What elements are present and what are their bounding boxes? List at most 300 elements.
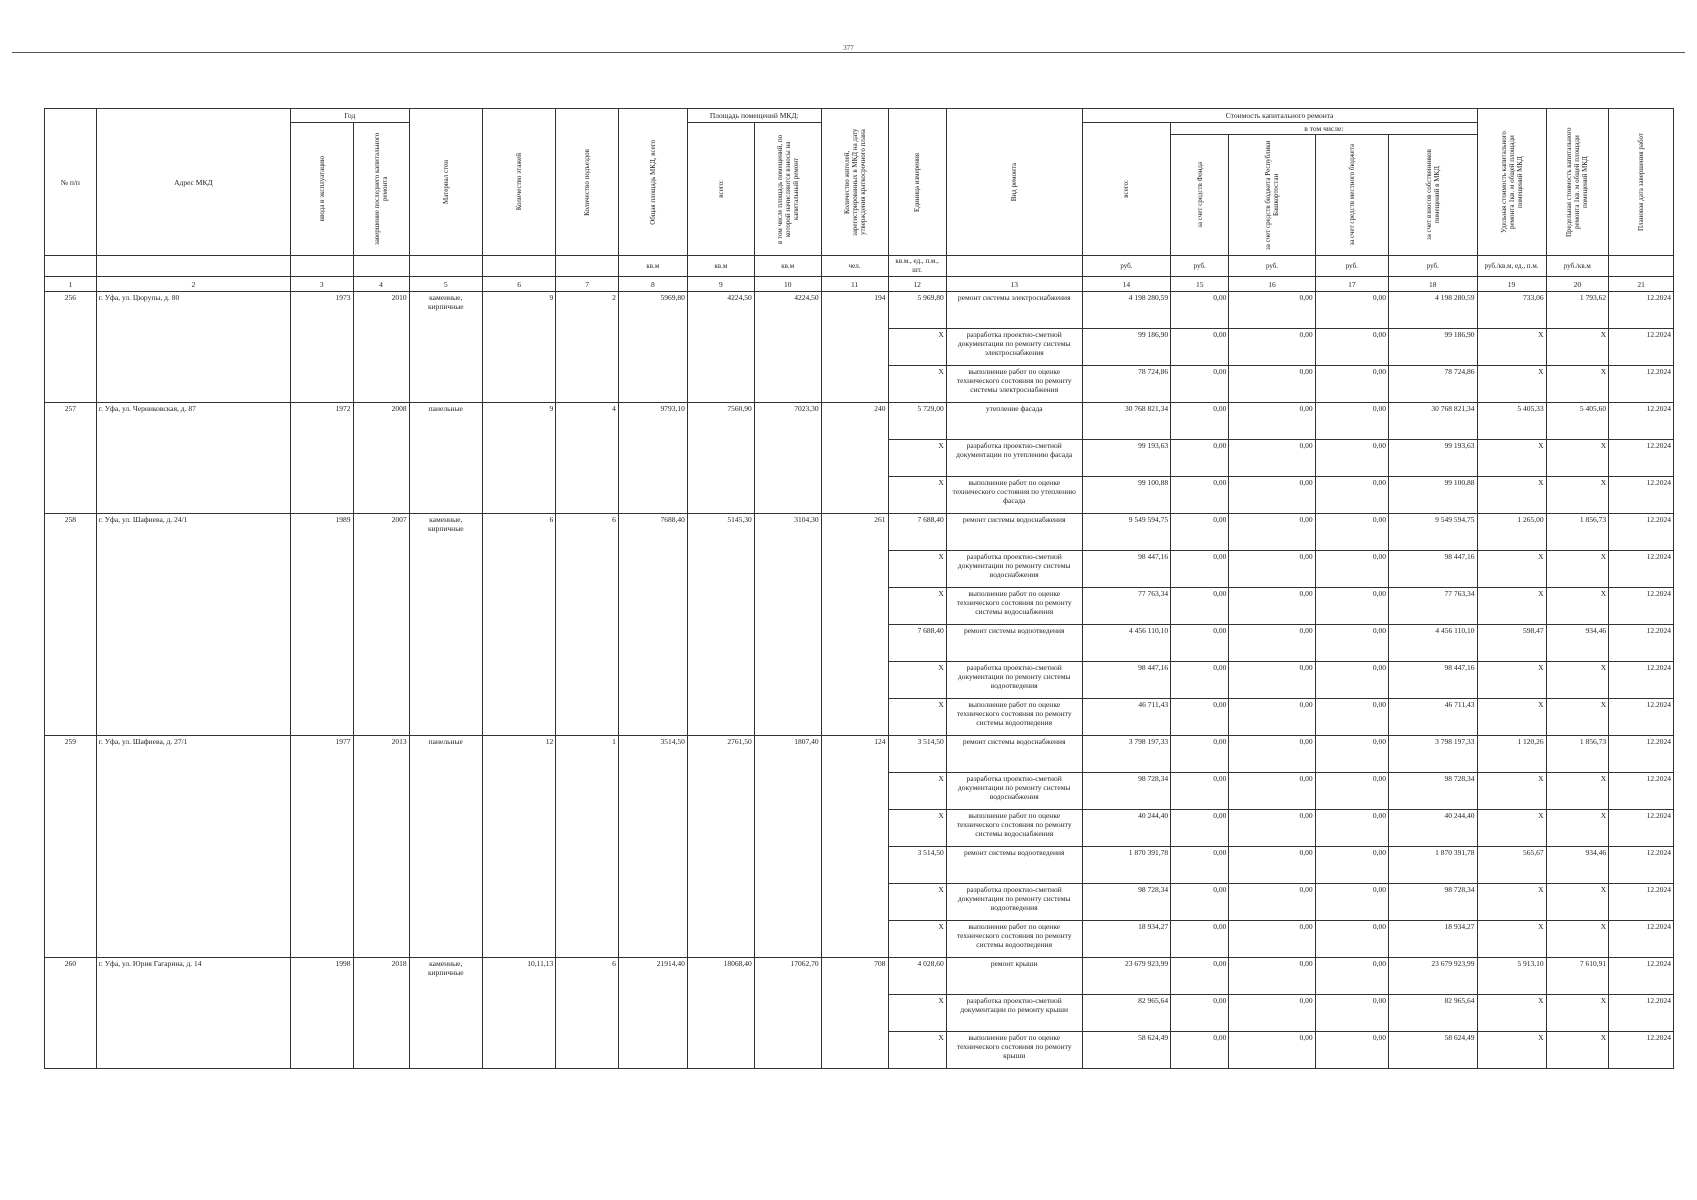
deadline-date: 12.2024 (1609, 1032, 1674, 1069)
cost-fund: 0,00 (1171, 588, 1229, 625)
cost-local-budget: 0,00 (1315, 773, 1388, 810)
cost-local-budget: 0,00 (1315, 699, 1388, 736)
specific-cost: X (1477, 773, 1546, 810)
wall-material: каменные, кирпичные (409, 292, 482, 403)
column-number: 13 (946, 277, 1082, 292)
cost-total: 77 763,34 (1082, 588, 1170, 625)
wall-material: каменные, кирпичные (409, 514, 482, 736)
deadline-date: 12.2024 (1609, 884, 1674, 921)
specific-cost: X (1477, 1032, 1546, 1069)
limit-cost: 934,46 (1546, 625, 1609, 662)
cost-owners: 30 768 821,34 (1389, 403, 1478, 440)
cost-owners: 23 679 923,99 (1389, 958, 1478, 995)
measure-value: X (888, 588, 946, 625)
header-cost: Стоимость капитального ремонта (1082, 109, 1477, 123)
residents-count: 261 (821, 514, 888, 736)
row-number: 260 (45, 958, 97, 1069)
measure-value: X (888, 884, 946, 921)
total-area: 3514,50 (618, 736, 687, 958)
deadline-date: 12.2024 (1609, 440, 1674, 477)
page-number: 377 (843, 44, 854, 52)
measure-value: X (888, 477, 946, 514)
house-address: г. Уфа, ул. Черниковская, д. 87 (96, 403, 290, 514)
cost-total: 82 965,64 (1082, 995, 1170, 1032)
cost-total: 99 100,88 (1082, 477, 1170, 514)
measure-value: X (888, 662, 946, 699)
cost-local-budget: 0,00 (1315, 958, 1388, 995)
specific-cost: X (1477, 810, 1546, 847)
table-row (45, 403, 1674, 440)
cost-local-budget: 0,00 (1315, 329, 1388, 366)
header-local-budget: за счет средств местного бюджета (1347, 144, 1356, 246)
unit-cell: кв.м (618, 256, 687, 277)
repair-type: разработка проектно-сметной документации по утеплению фасада (946, 440, 1082, 477)
cost-fund: 0,00 (1171, 921, 1229, 958)
year-last-repair: 2007 (353, 514, 409, 736)
header-rb-budget: за счет средств бюджета Республики Башкортостан (1264, 140, 1281, 250)
deadline-date: 12.2024 (1609, 810, 1674, 847)
repair-type: ремонт системы водоснабжения (946, 514, 1082, 551)
specific-cost: X (1477, 662, 1546, 699)
deadline-date: 12.2024 (1609, 477, 1674, 514)
cost-owners: 58 624,49 (1389, 1032, 1478, 1069)
cost-rb-budget: 0,00 (1229, 810, 1315, 847)
cost-total: 1 870 391,78 (1082, 847, 1170, 884)
limit-cost: 5 405,60 (1546, 403, 1609, 440)
cost-rb-budget: 0,00 (1229, 699, 1315, 736)
cost-owners: 82 965,64 (1389, 995, 1478, 1032)
unit-cell: руб. (1389, 256, 1478, 277)
unit-cell: руб. (1229, 256, 1315, 277)
column-number: 19 (1477, 277, 1546, 292)
cost-rb-budget: 0,00 (1229, 662, 1315, 699)
unit-cell: руб. (1082, 256, 1170, 277)
deadline-date: 12.2024 (1609, 588, 1674, 625)
cost-total: 30 768 821,34 (1082, 403, 1170, 440)
header-including: в том числе: (1171, 123, 1477, 135)
specific-cost: 598,47 (1477, 625, 1546, 662)
unit-cell: чел. (821, 256, 888, 277)
unit-cell: кв.м (687, 256, 754, 277)
column-number: 14 (1082, 277, 1170, 292)
specific-cost: X (1477, 995, 1546, 1032)
limit-cost: 1 856,73 (1546, 514, 1609, 551)
floors-count: 12 (482, 736, 555, 958)
repair-type: ремонт крыши (946, 958, 1082, 995)
measure-value: X (888, 810, 946, 847)
cost-local-budget: 0,00 (1315, 440, 1388, 477)
specific-cost: X (1477, 329, 1546, 366)
cost-rb-budget: 0,00 (1229, 773, 1315, 810)
cost-local-budget: 0,00 (1315, 995, 1388, 1032)
table-row (45, 736, 1674, 773)
repair-type: выполнение работ по оценке технического состояния по ремонту системы водоснабжения (946, 810, 1082, 847)
limit-cost: X (1546, 366, 1609, 403)
specific-cost: X (1477, 699, 1546, 736)
floors-count: 6 (482, 514, 555, 736)
header-deadline: Плановая дата завершения работ (1637, 132, 1646, 232)
header-entrances: Количество подъездов (583, 148, 592, 216)
limit-cost: X (1546, 477, 1609, 514)
unit-cell: руб./кв.м, ед., п.м. (1477, 256, 1546, 277)
limit-cost: X (1546, 884, 1609, 921)
cost-local-budget: 0,00 (1315, 736, 1388, 773)
header-limit-cost: Предельная стоимость капитального ремонта 1кв. м общей площади помещений МКД (1565, 127, 1590, 237)
cost-total: 78 724,86 (1082, 366, 1170, 403)
cost-rb-budget: 0,00 (1229, 329, 1315, 366)
specific-cost: 1 120,26 (1477, 736, 1546, 773)
cost-local-budget: 0,00 (1315, 514, 1388, 551)
cost-owners: 40 244,40 (1389, 810, 1478, 847)
limit-cost: 934,46 (1546, 847, 1609, 884)
repair-type: ремонт системы водоотведения (946, 625, 1082, 662)
cost-owners: 4 456 110,10 (1389, 625, 1478, 662)
specific-cost: 5 913,10 (1477, 958, 1546, 995)
cost-rb-budget: 0,00 (1229, 292, 1315, 329)
specific-cost: X (1477, 551, 1546, 588)
total-area: 5969,80 (618, 292, 687, 403)
cost-owners: 1 870 391,78 (1389, 847, 1478, 884)
unit-cell: руб. (1315, 256, 1388, 277)
measure-value: 3 514,50 (888, 736, 946, 773)
header-repair-type: Вид ремонта (1010, 162, 1019, 202)
header-year: Год (290, 109, 409, 123)
cost-local-budget: 0,00 (1315, 477, 1388, 514)
cost-fund: 0,00 (1171, 440, 1229, 477)
top-rule (12, 52, 1685, 53)
deadline-date: 12.2024 (1609, 736, 1674, 773)
repair-plan-table (44, 108, 1674, 1069)
cost-local-budget: 0,00 (1315, 921, 1388, 958)
cost-local-budget: 0,00 (1315, 847, 1388, 884)
column-number: 16 (1229, 277, 1315, 292)
repair-type: утепление фасада (946, 403, 1082, 440)
measure-value: X (888, 329, 946, 366)
deadline-date: 12.2024 (1609, 773, 1674, 810)
cost-fund: 0,00 (1171, 810, 1229, 847)
repair-type: разработка проектно-сметной документации по ремонту системы водоснабжения (946, 773, 1082, 810)
deadline-date: 12.2024 (1609, 403, 1674, 440)
cost-total: 4 198 280,59 (1082, 292, 1170, 329)
cost-fund: 0,00 (1171, 662, 1229, 699)
column-number: 15 (1171, 277, 1229, 292)
column-number: 6 (482, 277, 555, 292)
cost-fund: 0,00 (1171, 477, 1229, 514)
floors-count: 9 (482, 292, 555, 403)
cost-owners: 4 198 280,59 (1389, 292, 1478, 329)
header-premises-contrib: в том числе площадь помещений, по которой начисляются взносы на капитальный ремонт (775, 134, 800, 244)
column-number: 12 (888, 277, 946, 292)
cost-rb-budget: 0,00 (1229, 958, 1315, 995)
column-number: 5 (409, 277, 482, 292)
cost-local-budget: 0,00 (1315, 662, 1388, 699)
cost-local-budget: 0,00 (1315, 403, 1388, 440)
cost-total: 98 728,34 (1082, 773, 1170, 810)
repair-type: ремонт системы водоотведения (946, 847, 1082, 884)
house-address: г. Уфа, ул. Шафиева, д. 24/1 (96, 514, 290, 736)
cost-rb-budget: 0,00 (1229, 440, 1315, 477)
specific-cost: X (1477, 477, 1546, 514)
header-year-commission: ввода в эксплуатацию (317, 156, 326, 222)
premises-area-total: 18068,40 (687, 958, 754, 1069)
premises-area-contrib: 4224,50 (754, 292, 821, 403)
cost-total: 98 447,16 (1082, 662, 1170, 699)
specific-cost: X (1477, 366, 1546, 403)
year-commission: 1977 (290, 736, 353, 958)
cost-total: 23 679 923,99 (1082, 958, 1170, 995)
deadline-date: 12.2024 (1609, 958, 1674, 995)
deadline-date: 12.2024 (1609, 366, 1674, 403)
column-number: 3 (290, 277, 353, 292)
total-area: 21914,40 (618, 958, 687, 1069)
entrances-count: 4 (556, 403, 619, 514)
header-cost-total: всего: (1122, 180, 1131, 198)
cost-fund: 0,00 (1171, 1032, 1229, 1069)
premises-area-contrib: 17062,70 (754, 958, 821, 1069)
cost-fund: 0,00 (1171, 514, 1229, 551)
cost-rb-budget: 0,00 (1229, 884, 1315, 921)
cost-rb-budget: 0,00 (1229, 847, 1315, 884)
row-number: 258 (45, 514, 97, 736)
cost-total: 98 728,34 (1082, 884, 1170, 921)
measure-value: 7 688,40 (888, 625, 946, 662)
premises-area-contrib: 7023,30 (754, 403, 821, 514)
cost-total: 18 934,27 (1082, 921, 1170, 958)
header-owners: за счет взносов собственников помещений в МКД (1424, 149, 1441, 241)
cost-owners: 77 763,34 (1389, 588, 1478, 625)
entrances-count: 6 (556, 514, 619, 736)
cost-fund: 0,00 (1171, 329, 1229, 366)
cost-owners: 99 100,88 (1389, 477, 1478, 514)
specific-cost: 1 265,00 (1477, 514, 1546, 551)
cost-local-budget: 0,00 (1315, 366, 1388, 403)
limit-cost: 1 793,62 (1546, 292, 1609, 329)
specific-cost: 733,06 (1477, 292, 1546, 329)
measure-value: X (888, 1032, 946, 1069)
cost-local-budget: 0,00 (1315, 625, 1388, 662)
cost-local-budget: 0,00 (1315, 588, 1388, 625)
header-total-area: Общая площадь МКД, всего (648, 139, 657, 225)
column-number: 21 (1609, 277, 1674, 292)
year-commission: 1998 (290, 958, 353, 1069)
header-fund: за счет средств Фонда (1195, 162, 1204, 228)
repair-type: выполнение работ по оценке технического состояния по утеплению фасада (946, 477, 1082, 514)
row-number: 256 (45, 292, 97, 403)
cost-owners: 18 934,27 (1389, 921, 1478, 958)
column-number: 8 (618, 277, 687, 292)
unit-cell: руб. (1171, 256, 1229, 277)
cost-owners: 98 447,16 (1389, 551, 1478, 588)
cost-rb-budget: 0,00 (1229, 921, 1315, 958)
repair-type: выполнение работ по оценке технического состояния по ремонту системы электроснабжения (946, 366, 1082, 403)
year-commission: 1972 (290, 403, 353, 514)
cost-owners: 98 728,34 (1389, 884, 1478, 921)
wall-material: панельные (409, 403, 482, 514)
year-commission: 1989 (290, 514, 353, 736)
measure-value: X (888, 551, 946, 588)
entrances-count: 2 (556, 292, 619, 403)
cost-owners: 78 724,86 (1389, 366, 1478, 403)
column-number: 2 (96, 277, 290, 292)
repair-type: выполнение работ по оценке технического состояния по ремонту крыши (946, 1032, 1082, 1069)
premises-area-total: 4224,50 (687, 292, 754, 403)
cost-rb-budget: 0,00 (1229, 366, 1315, 403)
cost-total: 99 186,90 (1082, 329, 1170, 366)
measure-value: 3 514,50 (888, 847, 946, 884)
wall-material: каменные, кирпичные (409, 958, 482, 1069)
deadline-date: 12.2024 (1609, 551, 1674, 588)
unit-cell: кв.м (754, 256, 821, 277)
cost-total: 4 456 110,10 (1082, 625, 1170, 662)
limit-cost: X (1546, 995, 1609, 1032)
deadline-date: 12.2024 (1609, 847, 1674, 884)
column-number: 20 (1546, 277, 1609, 292)
repair-type: разработка проектно-сметной документации по ремонту системы водоотведения (946, 884, 1082, 921)
residents-count: 240 (821, 403, 888, 514)
cost-total: 40 244,40 (1082, 810, 1170, 847)
repair-type: ремонт системы водоснабжения (946, 736, 1082, 773)
limit-cost: X (1546, 773, 1609, 810)
measure-value: X (888, 699, 946, 736)
limit-cost: X (1546, 588, 1609, 625)
cost-fund: 0,00 (1171, 699, 1229, 736)
column-number: 17 (1315, 277, 1388, 292)
column-number: 7 (556, 277, 619, 292)
repair-type: разработка проектно-сметной документации по ремонту крыши (946, 995, 1082, 1032)
row-number: 259 (45, 736, 97, 958)
repair-type: выполнение работ по оценке технического состояния по ремонту системы водоотведения (946, 699, 1082, 736)
header-unit: Единица измерения (913, 152, 922, 212)
column-number: 10 (754, 277, 821, 292)
repair-type: выполнение работ по оценке технического состояния по ремонту системы водоснабжения (946, 588, 1082, 625)
cost-fund: 0,00 (1171, 847, 1229, 884)
cost-rb-budget: 0,00 (1229, 514, 1315, 551)
residents-count: 708 (821, 958, 888, 1069)
cost-owners: 99 193,63 (1389, 440, 1478, 477)
header-residents: Количество жителей, зарегистрированных в МКД на дату утверждения краткосрочного плана (842, 128, 867, 236)
cost-local-budget: 0,00 (1315, 884, 1388, 921)
house-address: г. Уфа, ул. Цюрупы, д. 80 (96, 292, 290, 403)
measure-value: X (888, 995, 946, 1032)
header-wall-material: Материал стен (441, 160, 450, 204)
year-last-repair: 2013 (353, 736, 409, 958)
year-commission: 1973 (290, 292, 353, 403)
table-body (45, 292, 1674, 1069)
repair-type: разработка проектно-сметной документации по ремонту системы водоотведения (946, 662, 1082, 699)
total-area: 9793,10 (618, 403, 687, 514)
premises-area-total: 5145,30 (687, 514, 754, 736)
column-number: 1 (45, 277, 97, 292)
table-row (45, 292, 1674, 329)
cost-owners: 46 711,43 (1389, 699, 1478, 736)
cost-owners: 99 186,90 (1389, 329, 1478, 366)
cost-local-budget: 0,00 (1315, 810, 1388, 847)
year-last-repair: 2018 (353, 958, 409, 1069)
cost-fund: 0,00 (1171, 366, 1229, 403)
cost-fund: 0,00 (1171, 292, 1229, 329)
limit-cost: X (1546, 551, 1609, 588)
premises-area-total: 7560,90 (687, 403, 754, 514)
year-last-repair: 2010 (353, 292, 409, 403)
limit-cost: X (1546, 329, 1609, 366)
cost-local-budget: 0,00 (1315, 292, 1388, 329)
entrances-count: 6 (556, 958, 619, 1069)
cost-total: 58 624,49 (1082, 1032, 1170, 1069)
premises-area-total: 2761,50 (687, 736, 754, 958)
deadline-date: 12.2024 (1609, 625, 1674, 662)
deadline-date: 12.2024 (1609, 921, 1674, 958)
header-address: Адрес МКД (96, 109, 290, 256)
column-number: 4 (353, 277, 409, 292)
cost-rb-budget: 0,00 (1229, 588, 1315, 625)
cost-rb-budget: 0,00 (1229, 995, 1315, 1032)
cost-rb-budget: 0,00 (1229, 477, 1315, 514)
cost-fund: 0,00 (1171, 995, 1229, 1032)
cost-total: 9 549 594,75 (1082, 514, 1170, 551)
entrances-count: 1 (556, 736, 619, 958)
limit-cost: 1 856,73 (1546, 736, 1609, 773)
premises-area-contrib: 1807,40 (754, 736, 821, 958)
cost-total: 46 711,43 (1082, 699, 1170, 736)
cost-owners: 9 549 594,75 (1389, 514, 1478, 551)
header-num: № п/п (45, 109, 97, 256)
specific-cost: 5 405,33 (1477, 403, 1546, 440)
cost-total: 98 447,16 (1082, 551, 1170, 588)
house-address: г. Уфа, ул. Юрия Гагарина, д. 14 (96, 958, 290, 1069)
unit-cell: руб./кв.м (1546, 256, 1609, 277)
specific-cost: X (1477, 921, 1546, 958)
cost-owners: 98 728,34 (1389, 773, 1478, 810)
limit-cost: X (1546, 699, 1609, 736)
measure-value: 4 028,60 (888, 958, 946, 995)
deadline-date: 12.2024 (1609, 995, 1674, 1032)
cost-total: 3 798 197,33 (1082, 736, 1170, 773)
cost-fund: 0,00 (1171, 403, 1229, 440)
deadline-date: 12.2024 (1609, 292, 1674, 329)
cost-owners: 98 447,16 (1389, 662, 1478, 699)
cost-fund: 0,00 (1171, 884, 1229, 921)
cost-total: 99 193,63 (1082, 440, 1170, 477)
header-premises-area: Площадь помещений МКД: (687, 109, 821, 123)
measure-value: X (888, 366, 946, 403)
measure-value: X (888, 773, 946, 810)
table-header (45, 109, 1674, 292)
unit-cell: кв.м., ед., п.м., шт. (888, 256, 946, 277)
cost-local-budget: 0,00 (1315, 551, 1388, 588)
column-number: 11 (821, 277, 888, 292)
floors-count: 10,11,13 (482, 958, 555, 1069)
limit-cost: X (1546, 440, 1609, 477)
header-specific-cost: Удельная стоимость капитального ремонта 1кв. м общей площади помещений МКД (1499, 131, 1524, 233)
repair-type: разработка проектно-сметной документации по ремонту системы водоснабжения (946, 551, 1082, 588)
deadline-date: 12.2024 (1609, 514, 1674, 551)
deadline-date: 12.2024 (1609, 699, 1674, 736)
column-numbers-row (45, 277, 1674, 292)
deadline-date: 12.2024 (1609, 662, 1674, 699)
column-number: 9 (687, 277, 754, 292)
measure-value: X (888, 921, 946, 958)
specific-cost: 565,67 (1477, 847, 1546, 884)
cost-rb-budget: 0,00 (1229, 551, 1315, 588)
residents-count: 124 (821, 736, 888, 958)
cost-rb-budget: 0,00 (1229, 625, 1315, 662)
header-year-last-repair: завершение последнего капитального ремонта (373, 132, 390, 246)
cost-owners: 3 798 197,33 (1389, 736, 1478, 773)
house-address: г. Уфа, ул. Шафиева, д. 27/1 (96, 736, 290, 958)
specific-cost: X (1477, 884, 1546, 921)
cost-fund: 0,00 (1171, 958, 1229, 995)
deadline-date: 12.2024 (1609, 329, 1674, 366)
